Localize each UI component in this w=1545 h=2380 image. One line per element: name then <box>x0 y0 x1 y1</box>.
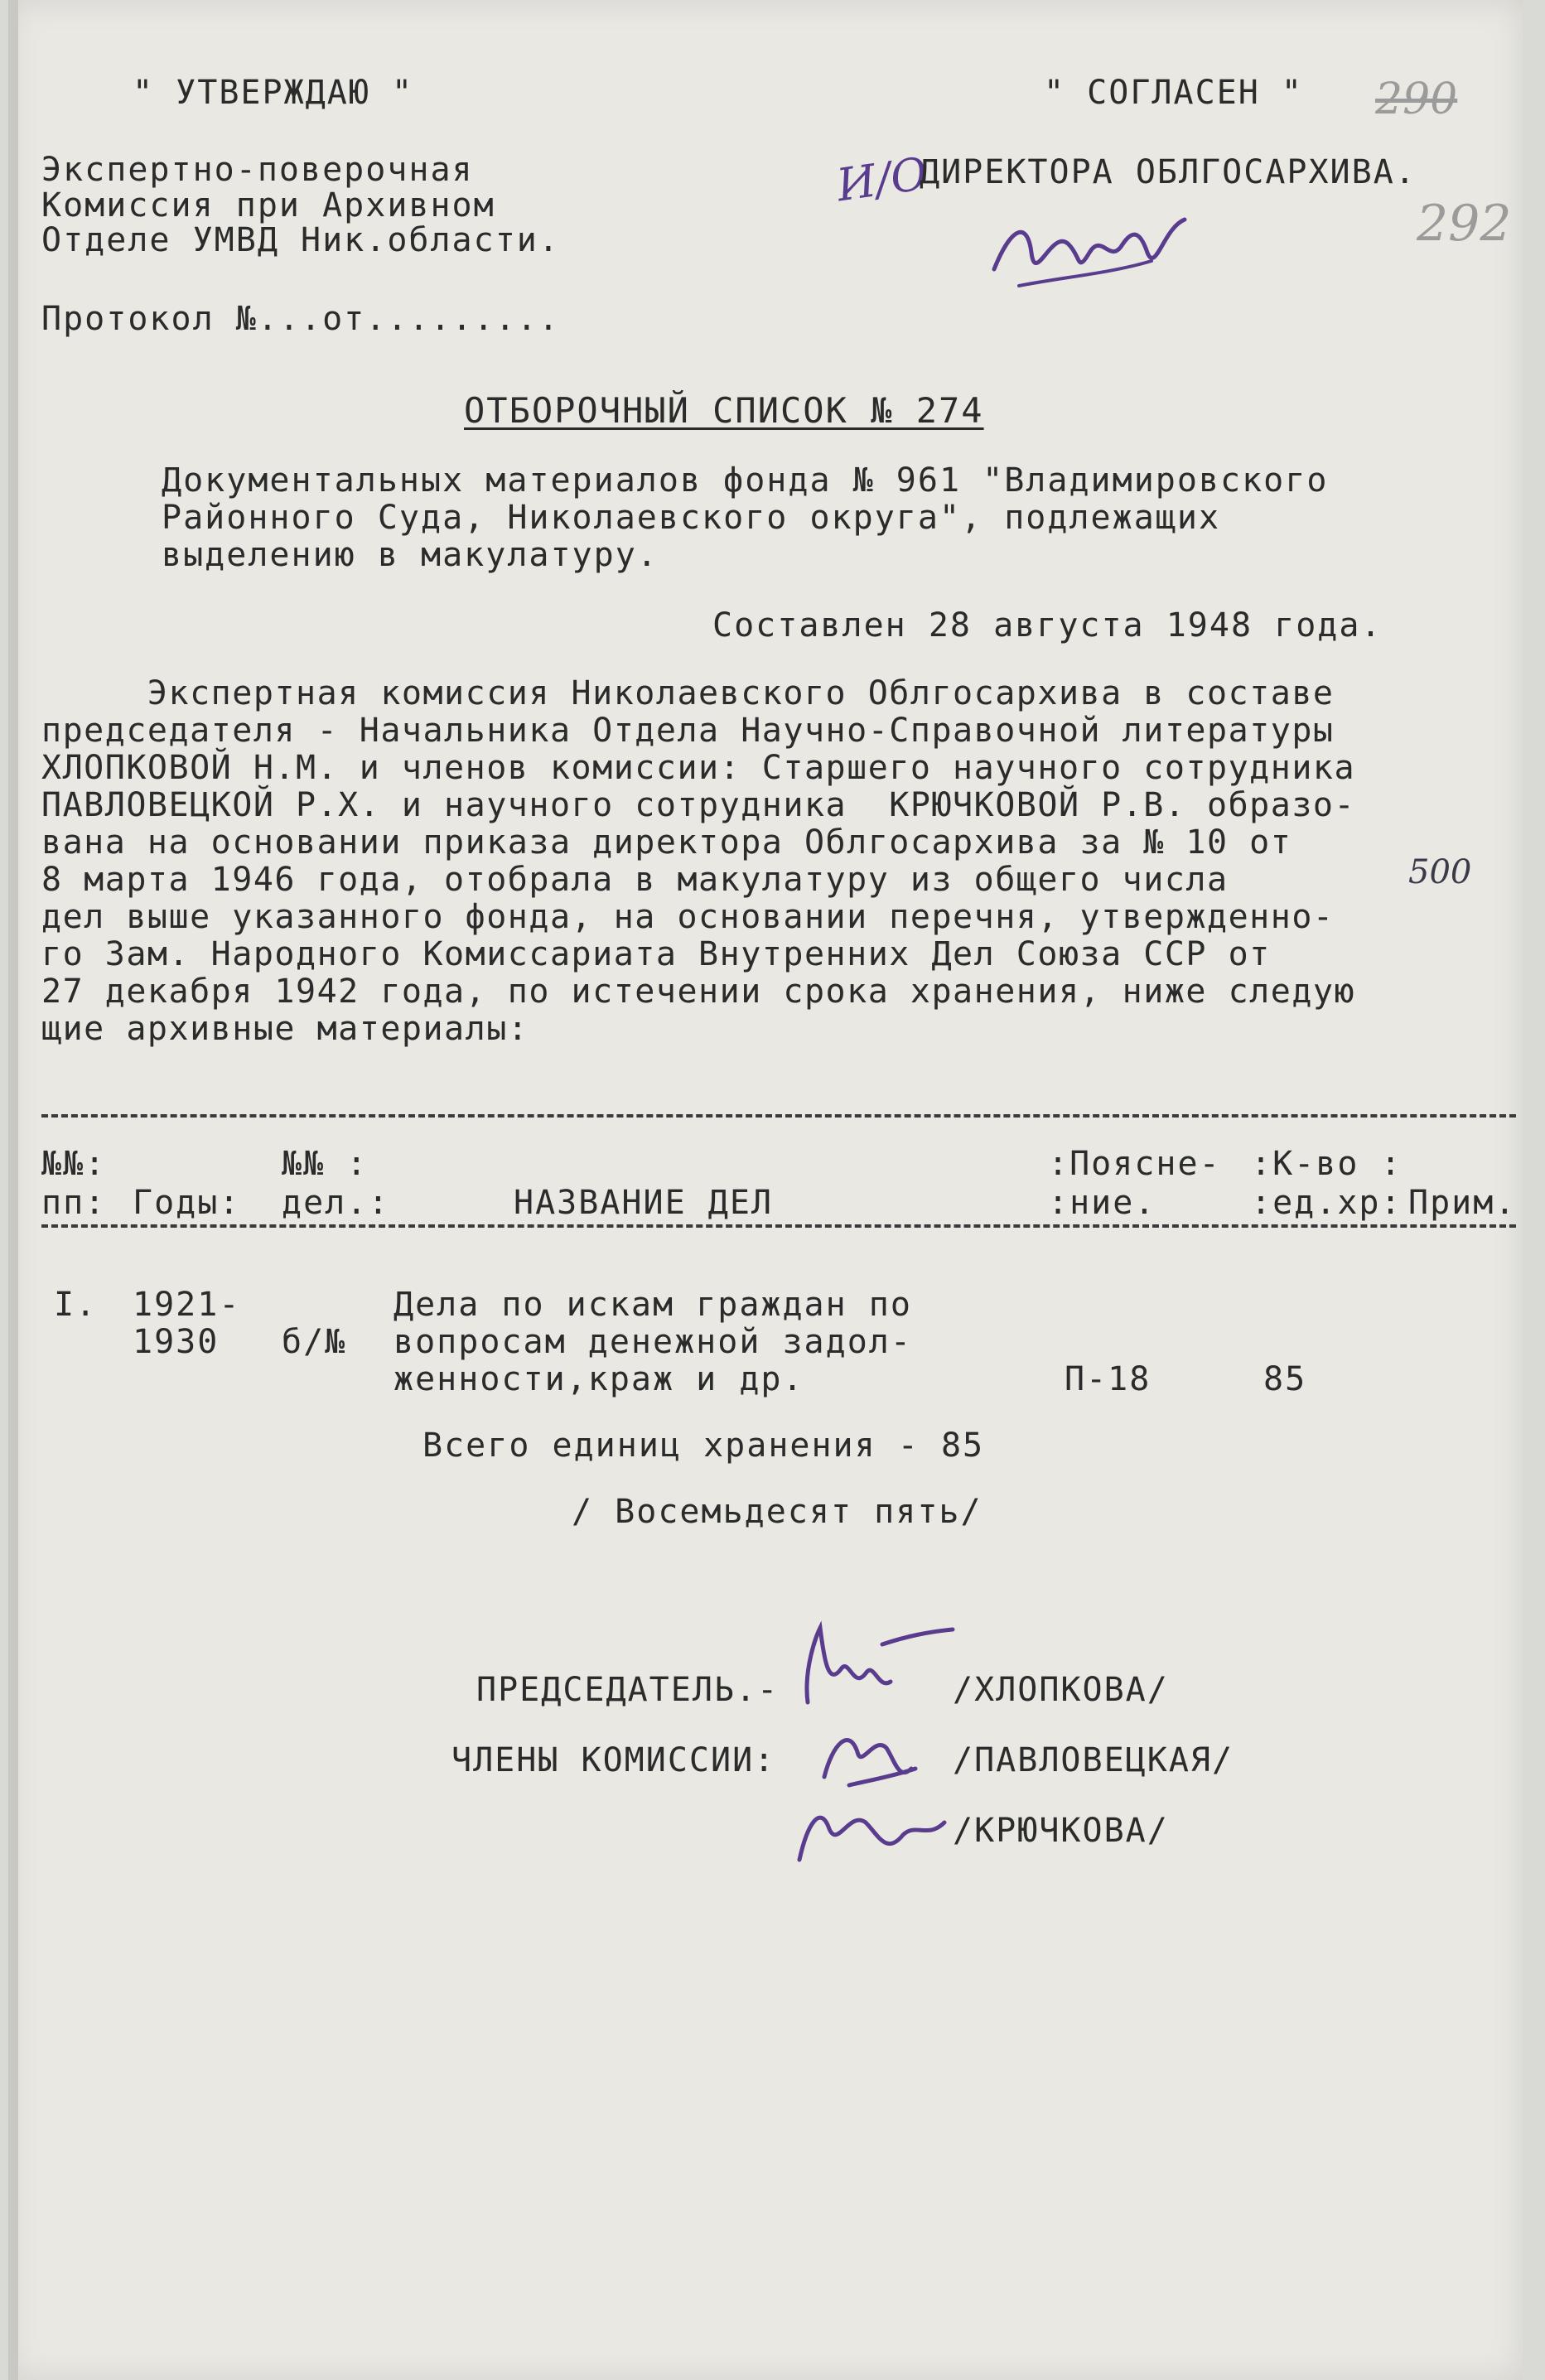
protocol-line: Протокол №...от......... <box>41 300 560 338</box>
compiled-date: Составлен 28 августа 1948 года. <box>712 606 1383 644</box>
table-header-rule <box>41 1224 1516 1228</box>
row-count: 85 <box>1263 1360 1307 1398</box>
approve-line-1: Экспертно-поверочная <box>41 151 474 189</box>
handwritten-prefix: И/О <box>833 147 931 212</box>
page-edge <box>8 0 18 2380</box>
row-years-top: 1921- <box>133 1286 241 1324</box>
header-name: НАЗВАНИЕ ДЕЛ <box>514 1184 773 1222</box>
member1-name: /ПАВЛОВЕЦКАЯ/ <box>953 1741 1234 1779</box>
body-line-7: дел выше указанного фонда, на основании перечня, утвержденно- <box>41 898 1335 936</box>
row-note: П-18 <box>1065 1360 1152 1398</box>
row-years-bottom: 1930 <box>133 1323 220 1361</box>
list-subtitle-3: выделению в макулатуру. <box>162 536 659 574</box>
member1-signature <box>816 1719 924 1793</box>
total-words: / Восемьдесят пять/ <box>572 1493 983 1531</box>
body-line-1: Экспертная комиссия Николаевского Облгосархива в составе <box>41 674 1335 712</box>
table-top-rule <box>41 1114 1516 1118</box>
header-case-bottom: дел.: <box>282 1184 390 1222</box>
body-line-2: председателя - Начальника Отдела Научно-Справочной литературы <box>41 712 1335 750</box>
handwritten-total: 500 <box>1408 853 1472 891</box>
list-subtitle-2: Районного Суда, Николаевского округа", подлежащих <box>162 499 1221 537</box>
corner-number: 292 <box>1417 195 1512 253</box>
header-years: Годы: <box>133 1184 241 1222</box>
row-case-no: б/№ <box>282 1323 347 1361</box>
header-num-top: №№: <box>41 1145 107 1183</box>
agree-line-1: ДИРЕКТОРА ОБЛГОСАРХИВА. <box>920 153 1417 191</box>
director-signature <box>986 195 1201 302</box>
list-subtitle-1: Документальных материалов фонда № 961 "Владимировского <box>162 461 1329 500</box>
corner-number-old: 290 <box>1375 75 1458 124</box>
document-page <box>8 0 1523 2380</box>
row-num: I. <box>54 1286 98 1324</box>
members-label: ЧЛЕНЫ КОМИССИИ: <box>451 1741 776 1779</box>
header-remark: Прим. <box>1408 1184 1517 1222</box>
total-units: Всего единиц хранения - 85 <box>422 1427 985 1465</box>
agree-title: " СОГЛАСЕН " <box>1044 74 1303 112</box>
approve-line-2: Комиссия при Архивном <box>41 186 495 224</box>
body-line-4: ПАВЛОВЕЦКОЙ Р.Х. и научного сотрудника КРЮЧКОВОЙ Р.В. образо- <box>41 786 1356 824</box>
row-name-3: женности,краж и др. <box>393 1360 804 1398</box>
approve-title: " УТВЕРЖДАЮ " <box>133 74 414 112</box>
chair-signature <box>791 1611 957 1711</box>
member2-name: /КРЮЧКОВА/ <box>953 1812 1169 1850</box>
body-line-10: щие архивные материалы: <box>41 1010 529 1048</box>
chair-label: ПРЕДСЕДАТЕЛЬ.- <box>476 1671 780 1709</box>
row-name-1: Дела по искам граждан по <box>393 1286 912 1324</box>
header-num-bottom: пп: <box>41 1184 107 1222</box>
header-note-bottom: :ние. <box>1048 1184 1156 1222</box>
row-name-2: вопросам денежной задол- <box>393 1323 912 1361</box>
body-line-9: 27 декабря 1942 года, по истечении срока хранения, ниже следую <box>41 973 1356 1011</box>
header-count-bottom: :ед.хр: <box>1251 1184 1403 1222</box>
body-line-6: 8 марта 1946 года, отобрала в макулатуру из общего числа <box>41 861 1250 899</box>
member2-signature <box>787 1789 953 1872</box>
body-line-3: ХЛОПКОВОЙ Н.М. и членов комиссии: Старшего научного сотрудника <box>41 749 1356 787</box>
chair-name: /ХЛОПКОВА/ <box>953 1671 1169 1709</box>
list-title: ОТБОРОЧНЫЙ СПИСОК № 274 <box>464 390 984 431</box>
body-line-8: го Зам. Народного Комиссариата Внутренних Дел Союза ССР от <box>41 935 1271 973</box>
header-count-top: :К-во : <box>1251 1145 1403 1183</box>
header-note-top: :Поясне- <box>1048 1145 1221 1183</box>
body-line-5: вана на основании приказа директора Облгосархива за № 10 от <box>41 823 1292 862</box>
approve-line-3: Отделе УМВД Ник.области. <box>41 221 560 259</box>
header-case-top: №№ : <box>282 1145 369 1183</box>
